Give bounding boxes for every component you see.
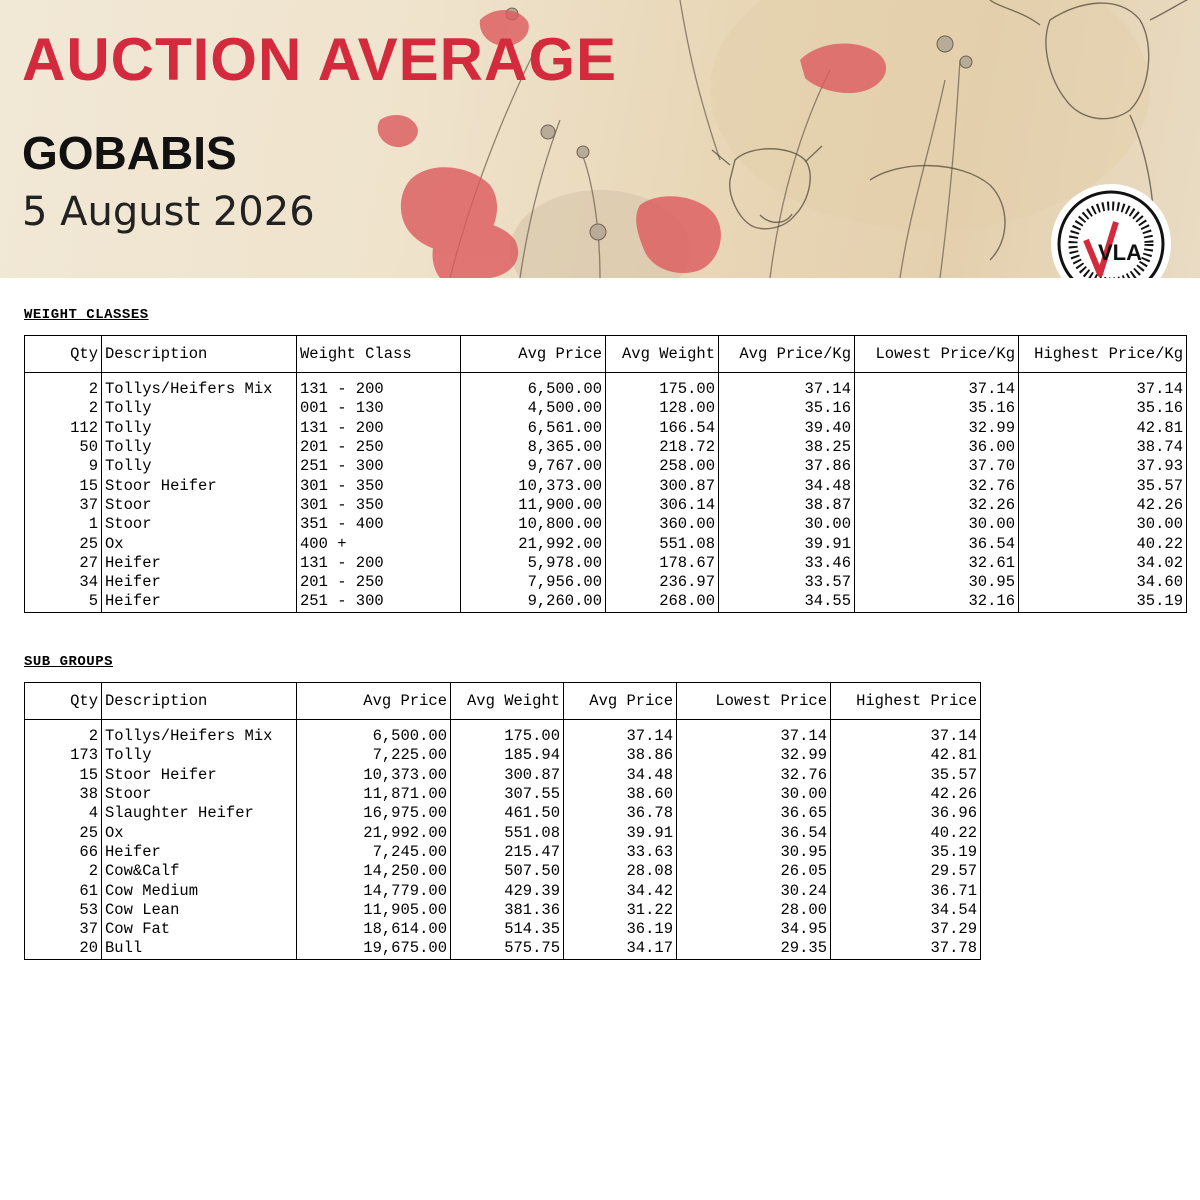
cell-lowest-price-kg: 30.00 (855, 515, 1019, 534)
cell-lowest-price: 29.35 (677, 939, 831, 959)
cell-highest-price: 34.54 (831, 901, 981, 920)
cell-description: Tolly (102, 746, 297, 765)
cell-avg-price-kg: 36.78 (564, 804, 677, 823)
cell-avg-price-kg: 28.08 (564, 862, 677, 881)
cell-avg-price: 14,779.00 (297, 881, 451, 900)
cell-weight-class: 131 - 200 (297, 419, 461, 438)
weight-classes-heading: WEIGHT CLASSES (24, 307, 149, 323)
cell-highest-price-kg: 42.81 (1019, 419, 1187, 438)
cell-avg-price-kg: 34.55 (719, 592, 855, 612)
cell-description: Slaughter Heifer (102, 804, 297, 823)
cell-avg-price: 11,900.00 (461, 496, 606, 515)
cell-qty: 2 (25, 399, 102, 418)
cell-avg-price: 9,767.00 (461, 457, 606, 476)
cell-lowest-price-kg: 30.95 (855, 573, 1019, 592)
weight-classes-body (25, 373, 1187, 613)
table-row (25, 881, 981, 900)
cell-highest-price: 35.19 (831, 843, 981, 862)
cell-qty: 4 (25, 804, 102, 823)
cell-lowest-price: 32.76 (677, 766, 831, 785)
cell-description: Heifer (102, 573, 297, 592)
cell-avg-weight: 178.67 (606, 554, 719, 573)
cell-avg-weight: 551.08 (451, 823, 564, 842)
sub-groups-heading: SUB GROUPS (24, 654, 114, 670)
cell-weight-class: 301 - 350 (297, 496, 461, 515)
table-row (25, 901, 981, 920)
cell-qty: 66 (25, 843, 102, 862)
cell-avg-price-kg: 34.42 (564, 881, 677, 900)
auction-location: GOBABIS (22, 127, 237, 179)
header-banner (0, 0, 1200, 278)
cell-avg-price-kg: 39.91 (719, 534, 855, 553)
cell-qty: 25 (25, 534, 102, 553)
cell-avg-weight: 218.72 (606, 438, 719, 457)
cell-highest-price: 36.96 (831, 804, 981, 823)
cell-description: Stoor (102, 515, 297, 534)
cell-description: Cow Fat (102, 920, 297, 939)
cell-lowest-price: 30.95 (677, 843, 831, 862)
cell-weight-class: 251 - 300 (297, 592, 461, 612)
cell-avg-weight: 258.00 (606, 457, 719, 476)
cell-avg-price-kg: 38.87 (719, 496, 855, 515)
cell-description: Cow Medium (102, 881, 297, 900)
cell-avg-price-kg: 33.46 (719, 554, 855, 573)
cell-qty: 2 (25, 862, 102, 881)
cell-avg-price-kg: 37.14 (719, 373, 855, 400)
cell-qty: 112 (25, 419, 102, 438)
cell-description: Stoor (102, 785, 297, 804)
cell-avg-price: 7,245.00 (297, 843, 451, 862)
cell-avg-weight: 429.39 (451, 881, 564, 900)
cell-highest-price: 37.29 (831, 920, 981, 939)
cell-highest-price-kg: 35.57 (1019, 476, 1187, 495)
cell-description: Heifer (102, 554, 297, 573)
column-header-qty: Qty (25, 336, 102, 373)
cell-qty: 20 (25, 939, 102, 959)
cell-avg-price: 10,800.00 (461, 515, 606, 534)
cell-weight-class: 131 - 200 (297, 373, 461, 400)
table-row (25, 920, 981, 939)
table-row (25, 746, 981, 765)
sub-groups-table (24, 682, 981, 960)
cell-weight-class: 351 - 400 (297, 515, 461, 534)
cell-avg-price: 7,956.00 (461, 573, 606, 592)
cell-description: Tollys/Heifers Mix (102, 373, 297, 400)
cell-highest-price: 42.26 (831, 785, 981, 804)
column-header-avg-price-kg: Avg Price (564, 683, 677, 720)
cell-avg-weight: 507.50 (451, 862, 564, 881)
cell-avg-price: 5,978.00 (461, 554, 606, 573)
cell-qty: 53 (25, 901, 102, 920)
column-header-description: Description (102, 683, 297, 720)
cell-avg-price: 11,871.00 (297, 785, 451, 804)
cell-avg-weight: 360.00 (606, 515, 719, 534)
cell-qty: 25 (25, 823, 102, 842)
table-row (25, 373, 1187, 400)
cell-avg-weight: 300.87 (451, 766, 564, 785)
cell-avg-price-kg: 34.48 (564, 766, 677, 785)
table-row (25, 476, 1187, 495)
cell-description: Heifer (102, 592, 297, 612)
column-header-weight-class: Weight Class (297, 336, 461, 373)
cell-qty: 38 (25, 785, 102, 804)
cell-avg-price: 16,975.00 (297, 804, 451, 823)
cell-weight-class: 251 - 300 (297, 457, 461, 476)
table-row (25, 823, 981, 842)
cell-avg-weight: 381.36 (451, 901, 564, 920)
sub-groups-body (25, 720, 981, 960)
cell-avg-weight: 128.00 (606, 399, 719, 418)
cell-qty: 173 (25, 746, 102, 765)
cell-qty: 61 (25, 881, 102, 900)
column-header-description: Description (102, 336, 297, 373)
cell-avg-price-kg: 36.19 (564, 920, 677, 939)
cell-description: Heifer (102, 843, 297, 862)
cell-avg-weight: 185.94 (451, 746, 564, 765)
cell-avg-price-kg: 34.17 (564, 939, 677, 959)
cell-lowest-price: 37.14 (677, 720, 831, 747)
cell-avg-weight: 236.97 (606, 573, 719, 592)
cell-description: Stoor Heifer (102, 766, 297, 785)
cell-avg-weight: 166.54 (606, 419, 719, 438)
cell-avg-weight: 175.00 (451, 720, 564, 747)
cell-avg-price-kg: 34.48 (719, 476, 855, 495)
cell-lowest-price: 30.00 (677, 785, 831, 804)
cell-weight-class: 201 - 250 (297, 438, 461, 457)
cell-avg-price-kg: 39.91 (564, 823, 677, 842)
cell-avg-price: 11,905.00 (297, 901, 451, 920)
page-title: AUCTION AVERAGE (22, 26, 618, 93)
cell-qty: 2 (25, 720, 102, 747)
cell-avg-price: 9,260.00 (461, 592, 606, 612)
column-header-qty: Qty (25, 683, 102, 720)
cell-lowest-price-kg: 32.26 (855, 496, 1019, 515)
cell-avg-price: 18,614.00 (297, 920, 451, 939)
cell-avg-price-kg: 33.57 (719, 573, 855, 592)
cell-lowest-price: 36.54 (677, 823, 831, 842)
cell-avg-weight: 215.47 (451, 843, 564, 862)
cell-lowest-price-kg: 32.99 (855, 419, 1019, 438)
table-row (25, 438, 1187, 457)
cell-highest-price: 29.57 (831, 862, 981, 881)
cell-description: Stoor (102, 496, 297, 515)
cell-qty: 2 (25, 373, 102, 400)
cell-avg-price: 21,992.00 (461, 534, 606, 553)
table-row (25, 785, 981, 804)
cell-description: Cow Lean (102, 901, 297, 920)
cell-lowest-price: 34.95 (677, 920, 831, 939)
cell-avg-weight: 268.00 (606, 592, 719, 612)
table-row (25, 592, 1187, 612)
cell-avg-price-kg: 38.25 (719, 438, 855, 457)
cell-description: Ox (102, 534, 297, 553)
column-header-highest-price: Highest Price (831, 683, 981, 720)
cell-avg-price-kg: 33.63 (564, 843, 677, 862)
cell-avg-price-kg: 35.16 (719, 399, 855, 418)
cell-avg-price: 6,561.00 (461, 419, 606, 438)
cell-lowest-price: 28.00 (677, 901, 831, 920)
cell-highest-price-kg: 37.14 (1019, 373, 1187, 400)
cell-avg-price: 8,365.00 (461, 438, 606, 457)
cell-description: Tollys/Heifers Mix (102, 720, 297, 747)
cell-highest-price: 36.71 (831, 881, 981, 900)
cell-avg-price-kg: 37.14 (564, 720, 677, 747)
cell-avg-price-kg: 30.00 (719, 515, 855, 534)
cell-avg-price: 19,675.00 (297, 939, 451, 959)
table-row (25, 804, 981, 823)
cell-avg-price-kg: 39.40 (719, 419, 855, 438)
column-header-lowest-price-kg: Lowest Price/Kg (855, 336, 1019, 373)
table-row (25, 515, 1187, 534)
cell-avg-price: 6,500.00 (461, 373, 606, 400)
cell-qty: 37 (25, 496, 102, 515)
cell-description: Tolly (102, 419, 297, 438)
sub-groups-header-row (25, 683, 981, 720)
cell-weight-class: 301 - 350 (297, 476, 461, 495)
cell-lowest-price: 36.65 (677, 804, 831, 823)
weight-classes-table (24, 335, 1187, 613)
cell-highest-price-kg: 35.16 (1019, 399, 1187, 418)
cell-lowest-price-kg: 36.00 (855, 438, 1019, 457)
cell-highest-price: 42.81 (831, 746, 981, 765)
cell-avg-weight: 514.35 (451, 920, 564, 939)
column-header-avg-weight: Avg Weight (451, 683, 564, 720)
cell-avg-price: 10,373.00 (297, 766, 451, 785)
cell-description: Tolly (102, 399, 297, 418)
cell-lowest-price: 32.99 (677, 746, 831, 765)
cell-avg-weight: 175.00 (606, 373, 719, 400)
column-header-lowest-price: Lowest Price (677, 683, 831, 720)
table-row (25, 399, 1187, 418)
cell-highest-price-kg: 37.93 (1019, 457, 1187, 476)
cell-lowest-price-kg: 32.61 (855, 554, 1019, 573)
cell-highest-price-kg: 35.19 (1019, 592, 1187, 612)
table-row (25, 554, 1187, 573)
cell-weight-class: 400 + (297, 534, 461, 553)
vla-logo (1044, 182, 1178, 278)
cell-qty: 37 (25, 920, 102, 939)
cell-avg-price: 7,225.00 (297, 746, 451, 765)
cell-weight-class: 201 - 250 (297, 573, 461, 592)
cell-avg-price-kg: 38.60 (564, 785, 677, 804)
cell-avg-weight: 307.55 (451, 785, 564, 804)
table-row (25, 939, 981, 959)
cell-highest-price-kg: 34.02 (1019, 554, 1187, 573)
table-row (25, 843, 981, 862)
cell-highest-price-kg: 42.26 (1019, 496, 1187, 515)
cell-description: Tolly (102, 457, 297, 476)
table-row (25, 573, 1187, 592)
cell-description: Stoor Heifer (102, 476, 297, 495)
table-row (25, 720, 981, 747)
column-header-avg-price: Avg Price (297, 683, 451, 720)
cell-weight-class: 131 - 200 (297, 554, 461, 573)
logo-text: VLA (1098, 240, 1142, 265)
column-header-avg-price-kg: Avg Price/Kg (719, 336, 855, 373)
weight-classes-header-row (25, 336, 1187, 373)
column-header-avg-price: Avg Price (461, 336, 606, 373)
column-header-avg-weight: Avg Weight (606, 336, 719, 373)
cell-qty: 15 (25, 766, 102, 785)
table-row (25, 496, 1187, 515)
cell-description: Bull (102, 939, 297, 959)
cell-description: Tolly (102, 438, 297, 457)
cell-avg-price-kg: 31.22 (564, 901, 677, 920)
cell-avg-price: 6,500.00 (297, 720, 451, 747)
cell-lowest-price-kg: 37.14 (855, 373, 1019, 400)
cell-avg-price-kg: 37.86 (719, 457, 855, 476)
cell-highest-price-kg: 34.60 (1019, 573, 1187, 592)
column-header-highest-price-kg: Highest Price/Kg (1019, 336, 1187, 373)
cell-highest-price-kg: 38.74 (1019, 438, 1187, 457)
cell-highest-price-kg: 40.22 (1019, 534, 1187, 553)
cell-qty: 50 (25, 438, 102, 457)
cell-lowest-price: 30.24 (677, 881, 831, 900)
cell-qty: 27 (25, 554, 102, 573)
table-row (25, 419, 1187, 438)
cell-qty: 9 (25, 457, 102, 476)
table-row (25, 766, 981, 785)
cell-avg-price-kg: 38.86 (564, 746, 677, 765)
cell-highest-price: 37.14 (831, 720, 981, 747)
cell-highest-price: 37.78 (831, 939, 981, 959)
cell-lowest-price-kg: 32.16 (855, 592, 1019, 612)
cell-lowest-price-kg: 35.16 (855, 399, 1019, 418)
cell-avg-weight: 306.14 (606, 496, 719, 515)
cell-avg-price: 4,500.00 (461, 399, 606, 418)
table-row (25, 534, 1187, 553)
table-row (25, 457, 1187, 476)
cell-description: Ox (102, 823, 297, 842)
cell-highest-price-kg: 30.00 (1019, 515, 1187, 534)
cell-avg-price: 14,250.00 (297, 862, 451, 881)
cell-avg-weight: 575.75 (451, 939, 564, 959)
cell-weight-class: 001 - 130 (297, 399, 461, 418)
cell-avg-price: 10,373.00 (461, 476, 606, 495)
cell-avg-weight: 300.87 (606, 476, 719, 495)
cell-description: Cow&Calf (102, 862, 297, 881)
cell-lowest-price-kg: 37.70 (855, 457, 1019, 476)
cell-qty: 5 (25, 592, 102, 612)
table-row (25, 862, 981, 881)
cell-highest-price: 40.22 (831, 823, 981, 842)
cell-qty: 15 (25, 476, 102, 495)
cell-highest-price: 35.57 (831, 766, 981, 785)
cell-qty: 1 (25, 515, 102, 534)
cell-lowest-price-kg: 32.76 (855, 476, 1019, 495)
cell-lowest-price-kg: 36.54 (855, 534, 1019, 553)
cell-qty: 34 (25, 573, 102, 592)
cell-avg-weight: 551.08 (606, 534, 719, 553)
cell-avg-weight: 461.50 (451, 804, 564, 823)
cell-avg-price: 21,992.00 (297, 823, 451, 842)
cell-lowest-price: 26.05 (677, 862, 831, 881)
auction-date: 5 August 2026 (22, 189, 315, 235)
